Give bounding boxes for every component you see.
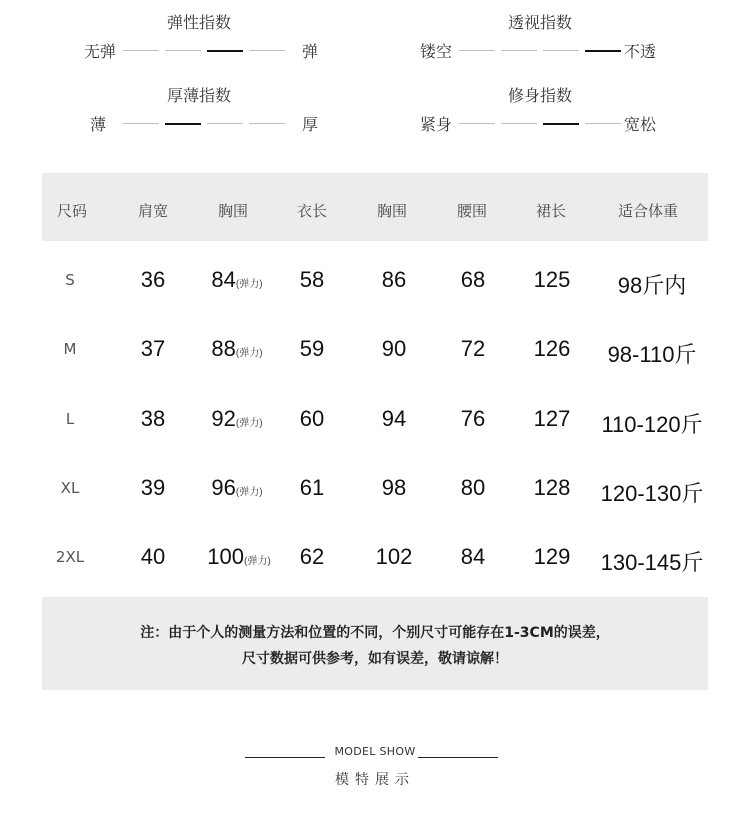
skirt-length-cell: 126 xyxy=(533,336,571,361)
elasticity-scale xyxy=(80,39,322,62)
transparency-title: 透视指数 xyxy=(508,13,573,32)
size-cell: 2XL xyxy=(55,548,85,566)
waist-cell: 84 xyxy=(460,544,486,569)
header-bust-2: 胸围 xyxy=(376,202,408,220)
scale-right-label: 宽松 xyxy=(624,115,657,134)
scale-segment xyxy=(165,50,201,51)
weight-cell: 98斤内 xyxy=(617,273,687,298)
header-size: 尺码 xyxy=(56,202,88,220)
scale-segment-active xyxy=(207,50,243,52)
bust-2-cell: 98 xyxy=(381,475,407,500)
fit-title: 修身指数 xyxy=(508,86,573,105)
length-cell: 59 xyxy=(299,336,325,361)
scale-left-label: 薄 xyxy=(90,115,107,134)
bust-cell xyxy=(211,336,262,362)
weight-cell: 130-145斤 xyxy=(600,550,704,575)
scale-segment xyxy=(501,50,537,51)
scale-segment xyxy=(123,123,159,124)
elastic-note: (弹力) xyxy=(244,556,271,567)
elastic-note: (弹力) xyxy=(235,348,263,359)
model-show-title-cn: 模特展示 xyxy=(335,772,415,788)
header-bust: 胸围 xyxy=(217,202,249,220)
table-row xyxy=(0,261,750,301)
scale-segment xyxy=(501,123,537,124)
header-shoulder: 肩宽 xyxy=(137,202,169,220)
length-cell: 61 xyxy=(299,475,325,500)
bust-cell xyxy=(207,544,270,570)
length-cell: 60 xyxy=(299,406,325,431)
waist-cell: 72 xyxy=(460,336,486,361)
scale-segment xyxy=(207,123,243,124)
bust-cell xyxy=(211,406,262,432)
bust-value: 88 xyxy=(211,336,236,361)
scale-left-label: 无弹 xyxy=(84,42,117,61)
scale-segment xyxy=(459,50,495,51)
shoulder-cell: 37 xyxy=(140,336,166,361)
weight-cell: 110-120斤 xyxy=(601,412,703,437)
scale-segment xyxy=(249,123,285,124)
table-row xyxy=(0,400,750,440)
measurement-note xyxy=(42,597,708,690)
length-cell: 58 xyxy=(299,267,325,292)
transparency-scale xyxy=(416,39,660,62)
scale-segment-active xyxy=(543,123,579,125)
note-line-2: 尺寸数据可供参考，如有误差，敬请谅解！ xyxy=(242,651,508,667)
bust-value: 96 xyxy=(211,475,236,500)
size-cell: XL xyxy=(60,479,80,497)
thickness-title: 厚薄指数 xyxy=(167,86,232,105)
table-row xyxy=(0,469,750,509)
scale-right-label: 厚 xyxy=(302,115,319,134)
shoulder-cell: 39 xyxy=(140,475,166,500)
bust-cell xyxy=(211,475,262,501)
size-cell: S xyxy=(65,271,75,289)
elastic-note: (弹力) xyxy=(235,279,263,290)
table-row xyxy=(0,330,750,370)
bust-value: 100 xyxy=(207,544,245,569)
skirt-length-cell: 129 xyxy=(533,544,571,569)
size-table-header xyxy=(42,173,708,241)
bust-value: 92 xyxy=(211,406,236,431)
elastic-note: (弹力) xyxy=(235,418,263,429)
header-skirt-length: 裙长 xyxy=(535,202,567,220)
scale-segment-active xyxy=(165,123,201,125)
elasticity-title: 弹性指数 xyxy=(167,13,232,32)
scale-right-label: 不透 xyxy=(624,42,657,61)
scale-segment-active xyxy=(585,50,621,52)
divider-left xyxy=(245,757,325,758)
waist-cell: 68 xyxy=(460,267,486,292)
scale-segment xyxy=(123,50,159,51)
skirt-length-cell: 128 xyxy=(533,475,571,500)
bust-2-cell: 94 xyxy=(381,406,407,431)
model-show-section xyxy=(0,742,750,802)
waist-cell: 76 xyxy=(460,406,486,431)
waist-cell: 80 xyxy=(460,475,486,500)
skirt-length-cell: 127 xyxy=(533,406,571,431)
scale-segment xyxy=(459,123,495,124)
scale-segment xyxy=(249,50,285,51)
note-line-1: 注：由于个人的测量方法和位置的不同，个别尺寸可能存在1-3CM的误差， xyxy=(140,625,610,641)
bust-2-cell: 102 xyxy=(375,544,413,569)
scale-segment xyxy=(543,50,579,51)
weight-cell: 120-130斤 xyxy=(600,481,704,506)
scale-segment xyxy=(585,123,621,124)
scale-left-label: 紧身 xyxy=(420,115,453,134)
table-row xyxy=(0,538,750,578)
shoulder-cell: 36 xyxy=(140,267,166,292)
size-cell: M xyxy=(63,340,77,358)
bust-value: 84 xyxy=(211,267,236,292)
fit-scale xyxy=(416,112,660,135)
header-weight: 适合体重 xyxy=(617,202,679,220)
thickness-scale xyxy=(86,112,322,135)
divider-right xyxy=(418,757,498,758)
shoulder-cell: 38 xyxy=(140,406,166,431)
shoulder-cell: 40 xyxy=(140,544,166,569)
bust-2-cell: 90 xyxy=(381,336,407,361)
weight-cell: 98-110斤 xyxy=(607,342,697,367)
size-cell: L xyxy=(65,410,75,428)
skirt-length-cell: 125 xyxy=(533,267,571,292)
header-waist: 腰围 xyxy=(456,202,488,220)
scale-right-label: 弹 xyxy=(302,42,319,61)
bust-cell xyxy=(211,267,262,293)
scale-left-label: 镂空 xyxy=(420,42,453,61)
header-length: 衣长 xyxy=(296,202,328,220)
bust-2-cell: 86 xyxy=(381,267,407,292)
model-show-title-en: MODEL SHOW xyxy=(334,745,416,758)
elastic-note: (弹力) xyxy=(235,487,263,498)
length-cell: 62 xyxy=(299,544,325,569)
